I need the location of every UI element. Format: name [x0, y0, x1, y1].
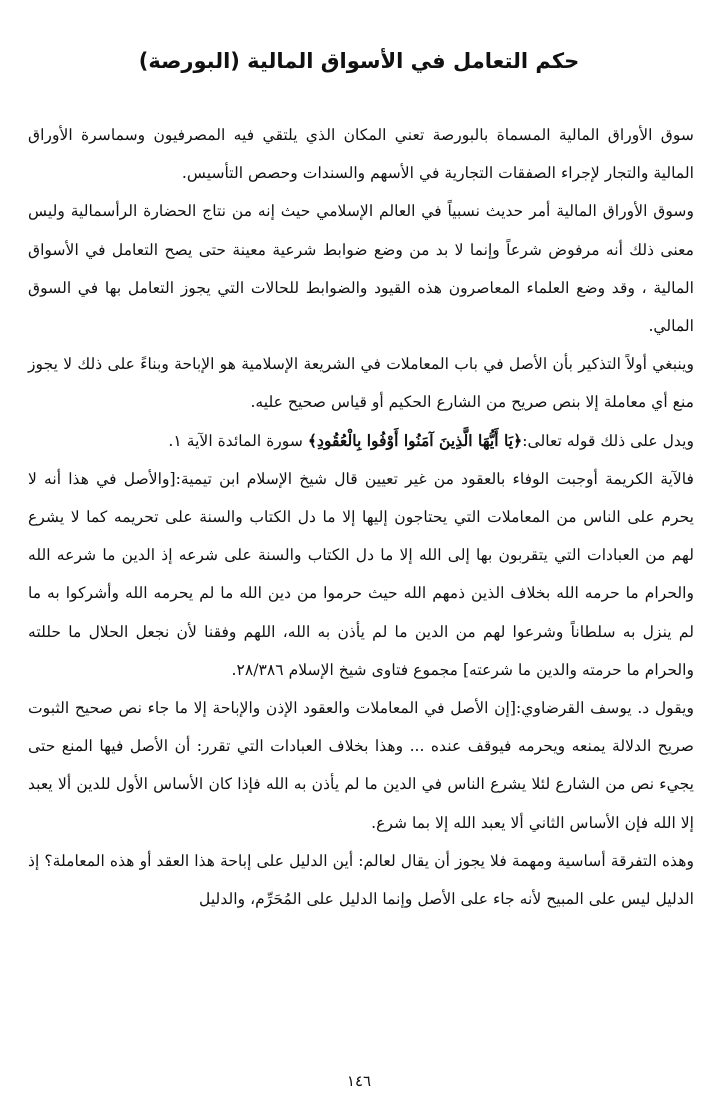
paragraph-bourse-definition: سوق الأوراق المالية المسماة بالبورصة تعني المكان الذي يلتقي فيه المصرفيون وسماسرة الأوراق المالية والتجار لإجراء الصفقات التجارية في الأسهم والسندات وحصص التأسيس. — [28, 126, 694, 183]
paragraph-permissibility-principle: وينبغي أولاً التذكير بأن الأصل في باب المعاملات في الشريعة الإسلامية هو الإباحة وبناءً على ذلك لا يجوز منع أي معاملة إلا بنص صريح من الشارع الحكيم أو قياس صحيح عليه. — [28, 355, 694, 412]
evidence-intro: ويدل على ذلك قوله تعالى: — [522, 431, 694, 450]
paragraph-distinction: وهذه التفرقة أساسية ومهمة فلا يجوز أن يقال لعالم: أين الدليل على إباحة هذا العقد أو هذه المعاملة؟ إذ الدليل ليس على المبيح لأنه جاء على الأصل وإنما الدليل على المُحَرِّم، والدليل — [28, 851, 694, 909]
body-text — [28, 116, 694, 918]
page-number: ١٤٦ — [346, 1072, 372, 1090]
verse-reference: سورة المائدة الآية ١. — [168, 431, 308, 450]
paragraph-quran-evidence — [28, 422, 694, 460]
quran-verse: ﴿يَا أَيُّهَا الَّذِينَ آمَنُوا أَوْفُوا بِالْعُقُودِ﴾ — [307, 430, 523, 450]
paragraph-ibn-taymiyyah-quote: فالآية الكريمة أوجبت الوفاء بالعقود من غير تعيين قال شيخ الإسلام ابن تيمية:[والأصل في هذا أنه لا يحرم على الناس من المعاملات التي يحتاجون إليها إلا ما دل الكتاب والسنة على تحريمه كما لا يشرع لهم من العبادات التي يتقربون بها إلى الله إلا ما دل الكتاب والسنة على شرعه إذ الدين ما شرعه الله والحرام ما حرمه الله بخلاف الذين ذمهم الله حيث حرموا من دين الله ما لم يحرمه الله وأشركوا به ما لم ينزل به سلطاناً وشرعوا لهم من الدين ما لم يأذن به الله، اللهم وفقنا لأن نجعل الحلال ما حللته والحرام ما حرمته والدين ما شرعته] مجموع فتاوى شيخ الإسلام ٢٨/٣٨٦. — [28, 469, 694, 679]
paragraph-qaradawi-quote: ويقول د. يوسف القرضاوي:[إن الأصل في المعاملات والعقود الإذن والإباحة إلا ما جاء نص صحيح الثبوت صريح الدلالة يمنعه ويحرمه فيوقف عنده ... وهذا بخلاف العبادات التي تقرر: أن الأصل فيها المنع حتى يجيء نص من الشارع لئلا يشرع الناس في الدين ما لم يأذن به الله فإذا كان الأساس الأول للدين ألا يعبد إلا الله فإن الأساس الثاني ألا يعبد الله إلا بما شرع. — [28, 699, 694, 832]
paragraph-bourse-modern: وسوق الأوراق المالية أمر حديث نسبياً في العالم الإسلامي حيث إنه من نتاج الحضارة الرأسمالية وليس معنى ذلك أنه مرفوض شرعاً وإنما لا بد من وضع ضوابط شرعية معينة حتى يصح التعامل في الأسواق المالية ، وقد وضع العلماء المعاصرون هذه القيود والضوابط للحالات التي يجوز التعامل بها في السوق المالي. — [28, 202, 694, 336]
page-title: حكم التعامل في الأسواق المالية (البورصة) — [138, 49, 580, 73]
